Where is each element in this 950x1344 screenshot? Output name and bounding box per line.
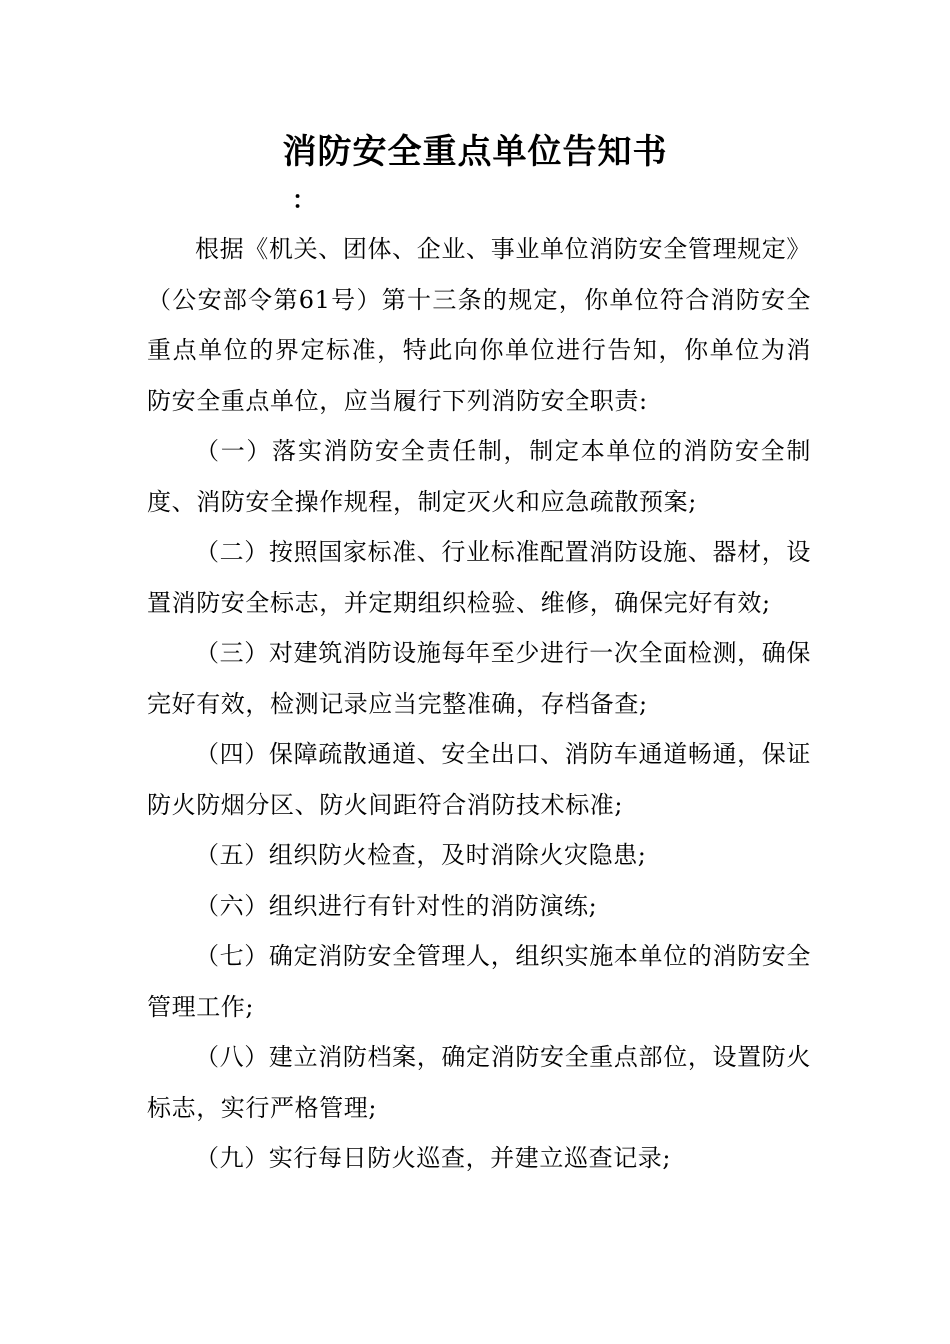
duty-item-6: （六）组织进行有针对性的消防演练; — [195, 891, 598, 920]
duty-item-5: （五）组织防火检查，及时消除火灾隐患; — [195, 841, 647, 869]
addressee-line: ： — [292, 185, 316, 214]
duty-item-8: （八）建立消防档案，确定消防安全重点部位，设置防火标志，实行严格管理; — [147, 1043, 811, 1122]
duty-item-7: （七）确定消防安全管理人，组织实施本单位的消防安全管理工作; — [147, 942, 811, 1021]
duty-item-9: （九）实行每日防火巡查，并建立巡查记录; — [195, 1144, 672, 1172]
duty-item-1: （一）落实消防安全责任制，制定本单位的消防安全制度、消防安全操作规程，制定灭火和应急疏散预案; — [147, 437, 811, 516]
document-title: 消防安全重点单位告知书 — [282, 132, 668, 172]
duty-item-3: （三）对建筑消防设施每年至少进行一次全面检测，确保完好有效，检测记录应当完整准确，存档备查; — [147, 639, 811, 718]
duty-item-4: （四）保障疏散通道、安全出口、消防车通道畅通，保证防火防烟分区、防火间距符合消防技术标准; — [147, 740, 811, 819]
document-body — [147, 224, 811, 1184]
duty-item-2: （二）按照国家标准、行业标准配置消防设施、器材，设置消防安全标志，并定期组织检验、维修，确保完好有效; — [147, 538, 811, 617]
intro-paragraph: 根据《机关、团体、企业、事业单位消防安全管理规定》（公安部令第61号）第十三条的规定，你单位符合消防安全重点单位的界定标准，特此向你单位进行告知，你单位为消防安全重点单位，应当履行下列消防安全职责: — [147, 235, 811, 415]
